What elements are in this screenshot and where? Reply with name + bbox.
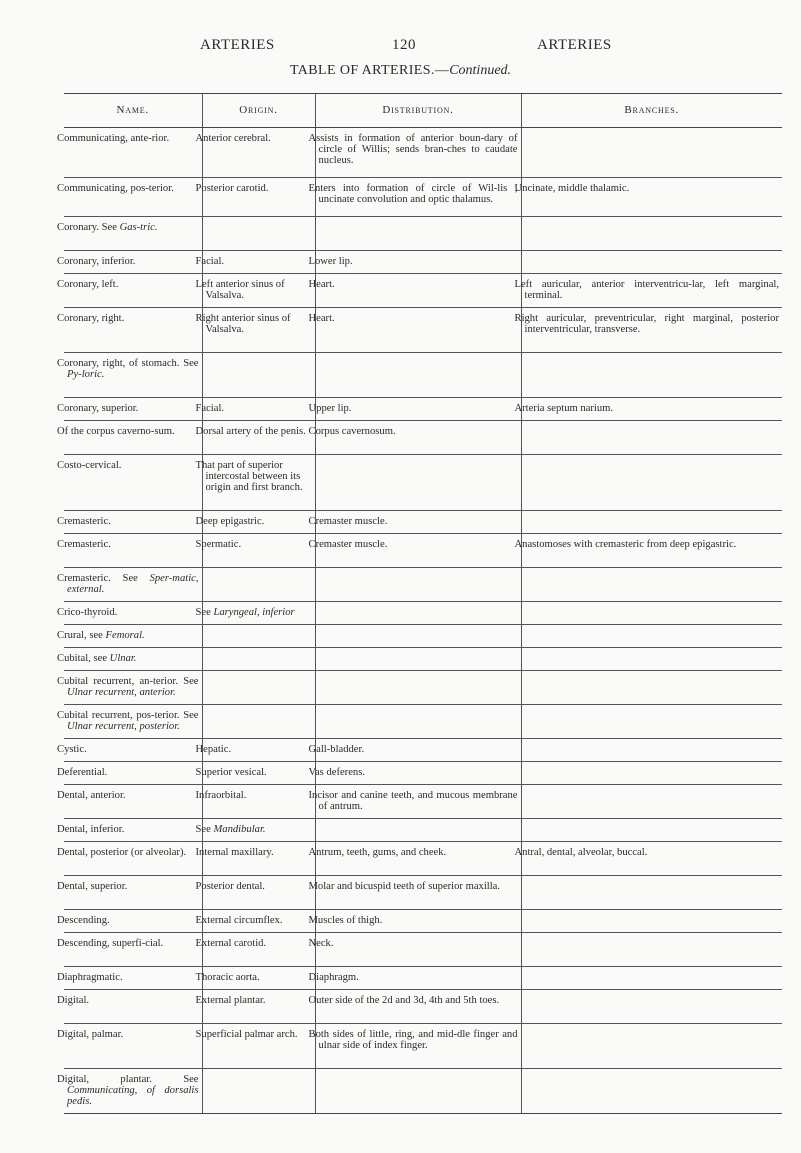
row-name	[57, 910, 202, 933]
row-name-cross-reference: Gas-tric.	[119, 222, 158, 233]
row-name-cross-reference: Ulnar recurrent, anterior.	[67, 687, 176, 698]
row-origin	[202, 568, 315, 602]
row-origin-text: Superior vesical.	[195, 767, 267, 778]
row-distribution-text: Cremaster muscle.	[308, 539, 388, 550]
row-branches-text: Arteria septum narium.	[514, 403, 614, 414]
row-branches	[521, 568, 782, 602]
row-name-cross-reference: Femoral.	[105, 630, 145, 641]
row-distribution	[315, 705, 521, 739]
table-row	[64, 534, 782, 568]
table-row	[64, 739, 782, 762]
table-row	[64, 967, 782, 990]
row-distribution	[315, 568, 521, 602]
row-branches	[521, 705, 782, 739]
row-name-text: Deferential.	[57, 767, 108, 778]
row-name-text: Cubital recurrent, an-terior. See	[57, 676, 199, 687]
row-name-text: Coronary, right.	[57, 313, 125, 324]
row-distribution	[315, 353, 521, 398]
row-branches	[521, 1069, 782, 1114]
row-name-cross-reference: Sper-matic, external.	[67, 573, 199, 595]
row-name	[57, 648, 202, 671]
row-origin-text: Right anterior sinus of Valsalva.	[195, 313, 291, 335]
row-branches	[521, 511, 782, 534]
table-row	[64, 353, 782, 398]
row-name-text: Coronary, superior.	[57, 403, 139, 414]
row-name-text: Digital.	[57, 995, 90, 1006]
table-row	[64, 602, 782, 625]
row-name-text: Diaphragmatic.	[57, 972, 123, 983]
row-name-text: Costo-cervical.	[57, 460, 122, 471]
row-branches	[521, 251, 782, 274]
row-name-cross-reference: Py-loric.	[67, 369, 105, 380]
row-distribution-text: Molar and bicuspid teeth of superior maxilla.	[308, 881, 501, 892]
row-origin-text: See	[195, 824, 214, 835]
row-distribution-text: Gall-bladder.	[308, 744, 365, 755]
row-name-text: Of the corpus caverno-sum.	[57, 426, 175, 437]
row-distribution-text: Incisor and canine teeth, and mucous membrane of antrum.	[308, 790, 518, 812]
row-origin	[195, 308, 315, 353]
row-name	[57, 762, 202, 785]
row-distribution	[308, 308, 521, 353]
row-origin-cross-reference: Laryngeal, inferior	[213, 607, 295, 618]
arteries-table	[57, 93, 782, 1114]
row-branches	[521, 455, 782, 511]
row-name-text: Communicating, pos-terior.	[57, 183, 174, 194]
row-origin-text: Left anterior sinus of Valsalva.	[195, 279, 285, 301]
row-origin-text: Facial.	[195, 403, 225, 414]
row-branches-text: Uncinate, middle thalamic.	[514, 183, 630, 194]
row-origin-text: Hepatic.	[195, 744, 232, 755]
row-name	[57, 511, 202, 534]
row-distribution	[315, 819, 521, 842]
row-origin	[195, 274, 315, 308]
table-row	[64, 308, 782, 353]
row-distribution-text: Neck.	[308, 938, 334, 949]
row-name	[57, 128, 202, 178]
table-row	[64, 842, 782, 876]
row-distribution	[308, 251, 521, 274]
row-distribution-text: Cremaster muscle.	[308, 516, 388, 527]
table-row	[64, 910, 782, 933]
row-distribution	[308, 785, 521, 819]
row-name-cross-reference: Ulnar recurrent, posterior.	[67, 721, 180, 732]
row-distribution	[308, 274, 521, 308]
table-row	[64, 705, 782, 739]
row-origin-text: External circumflex.	[195, 915, 283, 926]
table-row	[64, 1069, 782, 1114]
row-origin	[195, 534, 315, 568]
row-branches	[521, 819, 782, 842]
row-origin-text: External plantar.	[195, 995, 266, 1006]
row-name	[57, 308, 202, 353]
row-name	[57, 217, 202, 251]
row-name	[57, 455, 202, 511]
row-origin-cross-reference: Mandibular.	[213, 824, 266, 835]
row-name	[57, 421, 202, 455]
row-origin-text: Superficial palmar arch.	[195, 1029, 298, 1040]
row-branches	[521, 785, 782, 819]
table-row	[64, 251, 782, 274]
row-origin	[202, 648, 315, 671]
row-branches	[514, 398, 782, 421]
row-origin-text: External carotid.	[195, 938, 267, 949]
row-origin	[202, 671, 315, 705]
row-distribution	[308, 421, 521, 455]
row-name	[57, 876, 202, 910]
header-origin: Origin.	[202, 94, 315, 128]
row-distribution-text: Heart.	[308, 279, 335, 290]
row-name	[57, 671, 202, 705]
row-origin	[195, 511, 315, 534]
row-distribution-text: Both sides of little, ring, and mid-dle finger and ulnar side of index finger.	[308, 1029, 518, 1051]
row-origin	[195, 1024, 315, 1069]
row-distribution	[315, 602, 521, 625]
row-distribution	[308, 739, 521, 762]
row-origin	[195, 967, 315, 990]
table-row	[64, 178, 782, 217]
header-name: Name.	[64, 94, 202, 128]
table-row	[64, 128, 782, 178]
row-origin	[195, 602, 315, 625]
row-distribution	[315, 648, 521, 671]
row-distribution-text: Assists in formation of anterior boun-dary of circle of Willis; sends bran-ches to caudate nucleus.	[308, 133, 518, 166]
row-origin	[202, 217, 315, 251]
table-title-continued: Continued.	[449, 63, 512, 78]
table-row	[64, 648, 782, 671]
row-origin	[195, 990, 315, 1024]
header-row	[64, 94, 782, 128]
row-branches	[521, 602, 782, 625]
table-row	[64, 398, 782, 421]
row-branches	[521, 353, 782, 398]
row-name	[57, 398, 202, 421]
running-head	[0, 37, 801, 57]
row-name-text: Dental, posterior (or alveolar).	[57, 847, 187, 858]
row-distribution-text: Lower lip.	[308, 256, 353, 267]
row-distribution	[308, 933, 521, 967]
row-branches	[514, 308, 782, 353]
table-row	[64, 990, 782, 1024]
row-name	[57, 819, 202, 842]
row-distribution	[315, 1069, 521, 1114]
row-origin	[195, 910, 315, 933]
row-distribution	[308, 178, 521, 217]
row-origin	[195, 178, 315, 217]
row-origin	[195, 421, 315, 455]
row-branches	[514, 842, 782, 876]
row-name-text: Descending, superfi-cial.	[57, 938, 164, 949]
row-distribution	[308, 128, 521, 178]
row-branches	[521, 967, 782, 990]
row-distribution-text: Diaphragm.	[308, 972, 359, 983]
row-origin	[195, 739, 315, 762]
header-branches: Branches.	[521, 94, 782, 128]
row-branches	[521, 876, 782, 910]
row-distribution-text: Vas deferens.	[308, 767, 365, 778]
table-row	[64, 762, 782, 785]
row-origin	[195, 819, 315, 842]
row-origin	[202, 625, 315, 648]
table-row	[64, 455, 782, 511]
row-distribution	[315, 455, 521, 511]
row-distribution-text: Corpus cavernosum.	[308, 426, 396, 437]
row-distribution	[308, 398, 521, 421]
running-head-right: ARTERIES	[537, 37, 612, 53]
row-origin-text: Internal maxillary.	[195, 847, 274, 858]
row-origin-text: Posterior carotid.	[195, 183, 269, 194]
row-name	[57, 625, 202, 648]
row-name-text: Cremasteric.	[57, 539, 111, 550]
row-branches	[521, 933, 782, 967]
row-branches	[521, 739, 782, 762]
row-distribution	[308, 910, 521, 933]
table-body	[57, 128, 782, 1114]
row-name-text: Digital, palmar.	[57, 1029, 124, 1040]
row-origin	[195, 251, 315, 274]
row-name	[57, 842, 202, 876]
row-name-text: Crico-thyroid.	[57, 607, 118, 618]
table-row	[64, 274, 782, 308]
row-distribution-text: Muscles of thigh.	[308, 915, 383, 926]
row-origin	[202, 705, 315, 739]
row-branches	[521, 421, 782, 455]
row-origin-text: Thoracic aorta.	[195, 972, 260, 983]
row-distribution	[308, 967, 521, 990]
row-name	[57, 353, 202, 398]
row-name	[57, 178, 202, 217]
row-name-text: Cremasteric. See	[57, 573, 150, 584]
row-name	[57, 251, 202, 274]
row-name	[57, 967, 202, 990]
table-row	[64, 819, 782, 842]
running-head-left: ARTERIES	[200, 37, 275, 53]
row-origin-text: Infraorbital.	[195, 790, 247, 801]
row-name	[57, 568, 202, 602]
row-origin	[195, 762, 315, 785]
row-branches	[521, 648, 782, 671]
row-name	[57, 1069, 202, 1114]
row-distribution	[308, 990, 521, 1024]
row-name	[57, 534, 202, 568]
row-branches	[514, 274, 782, 308]
row-distribution	[308, 534, 521, 568]
row-branches-text: Anastomoses with cremasteric from deep epigastric.	[514, 539, 737, 550]
table-row	[64, 876, 782, 910]
table-row	[64, 671, 782, 705]
row-name-text: Cubital, see	[57, 653, 110, 664]
row-branches	[521, 910, 782, 933]
row-origin-text: That part of superior intercostal between its origin and first branch.	[195, 460, 303, 493]
row-origin-text: Facial.	[195, 256, 225, 267]
table-row	[64, 933, 782, 967]
row-branches-text: Antral, dental, alveolar, buccal.	[514, 847, 648, 858]
row-name-text: Cubital recurrent, pos-terior. See	[57, 710, 199, 721]
row-branches	[521, 762, 782, 785]
row-name	[57, 1024, 202, 1069]
row-name	[57, 933, 202, 967]
row-name-text: Cystic.	[57, 744, 87, 755]
row-distribution	[308, 511, 521, 534]
row-origin	[195, 398, 315, 421]
row-branches	[521, 128, 782, 178]
row-name-text: Digital, plantar. See	[57, 1074, 199, 1085]
row-name-cross-reference: Communicating, of dorsalis pedis.	[67, 1085, 199, 1107]
table-row	[64, 217, 782, 251]
row-origin-text: See	[195, 607, 214, 618]
row-origin	[195, 785, 315, 819]
row-distribution	[315, 671, 521, 705]
row-distribution-text: Heart.	[308, 313, 335, 324]
row-branches	[521, 1024, 782, 1069]
row-origin	[195, 455, 315, 511]
row-name	[57, 705, 202, 739]
row-origin	[195, 876, 315, 910]
row-branches	[521, 990, 782, 1024]
row-distribution	[315, 217, 521, 251]
row-origin-text: Dorsal artery of the penis.	[195, 426, 306, 437]
row-name-text: Dental, anterior.	[57, 790, 126, 801]
page-number: 120	[392, 37, 416, 53]
row-origin	[202, 353, 315, 398]
table-row	[64, 1024, 782, 1069]
table-row	[64, 511, 782, 534]
row-name-text: Coronary, right, of stomach. See	[57, 358, 199, 369]
row-branches-text: Left auricular, anterior interventricu-lar, left marginal, terminal.	[514, 279, 779, 301]
row-origin	[195, 933, 315, 967]
table-row	[64, 785, 782, 819]
table-row	[64, 421, 782, 455]
row-origin	[195, 842, 315, 876]
row-name-text: Dental, superior.	[57, 881, 128, 892]
row-distribution-text: Upper lip.	[308, 403, 352, 414]
row-name	[57, 274, 202, 308]
row-branches	[514, 534, 782, 568]
row-name-text: Coronary, left.	[57, 279, 119, 290]
row-branches-text: Right auricular, preventricular, right marginal, posterior interventricular, transverse.	[514, 313, 779, 335]
row-name	[57, 602, 202, 625]
row-branches	[521, 217, 782, 251]
row-origin-text: Deep epigastric.	[195, 516, 265, 527]
row-branches	[521, 625, 782, 648]
row-origin-text: Spermatic.	[195, 539, 242, 550]
row-distribution	[308, 762, 521, 785]
row-distribution-text: Antrum, teeth, gums, and cheek.	[308, 847, 447, 858]
row-branches	[514, 178, 782, 217]
table-title	[0, 63, 801, 79]
table-title-main: TABLE OF ARTERIES.—	[289, 63, 450, 78]
row-name-text: Coronary. See	[57, 222, 120, 233]
table-row	[64, 625, 782, 648]
row-distribution	[308, 842, 521, 876]
row-name-text: Descending.	[57, 915, 110, 926]
row-name-text: Dental, inferior.	[57, 824, 125, 835]
header-distribution: Distribution.	[315, 94, 521, 128]
row-branches	[521, 671, 782, 705]
row-name	[57, 785, 202, 819]
row-distribution	[308, 876, 521, 910]
row-name-text: Communicating, ante-rior.	[57, 133, 170, 144]
row-origin-text: Posterior dental.	[195, 881, 265, 892]
row-distribution-text: Enters into formation of circle of Wil-lis ; uncinate convolution and optic thalamus.	[308, 183, 518, 205]
row-name	[57, 739, 202, 762]
row-distribution-text: Outer side of the 2d and 3d, 4th and 5th toes.	[308, 995, 500, 1006]
row-name	[57, 990, 202, 1024]
row-origin	[195, 128, 315, 178]
row-distribution	[315, 625, 521, 648]
row-name-text: Crural, see	[57, 630, 106, 641]
row-name-cross-reference: Ulnar.	[109, 653, 137, 664]
table-row	[64, 568, 782, 602]
row-origin	[202, 1069, 315, 1114]
row-name-text: Coronary, inferior.	[57, 256, 136, 267]
row-distribution	[308, 1024, 521, 1069]
row-origin-text: Anterior cerebral.	[195, 133, 271, 144]
row-name-text: Cremasteric.	[57, 516, 111, 527]
